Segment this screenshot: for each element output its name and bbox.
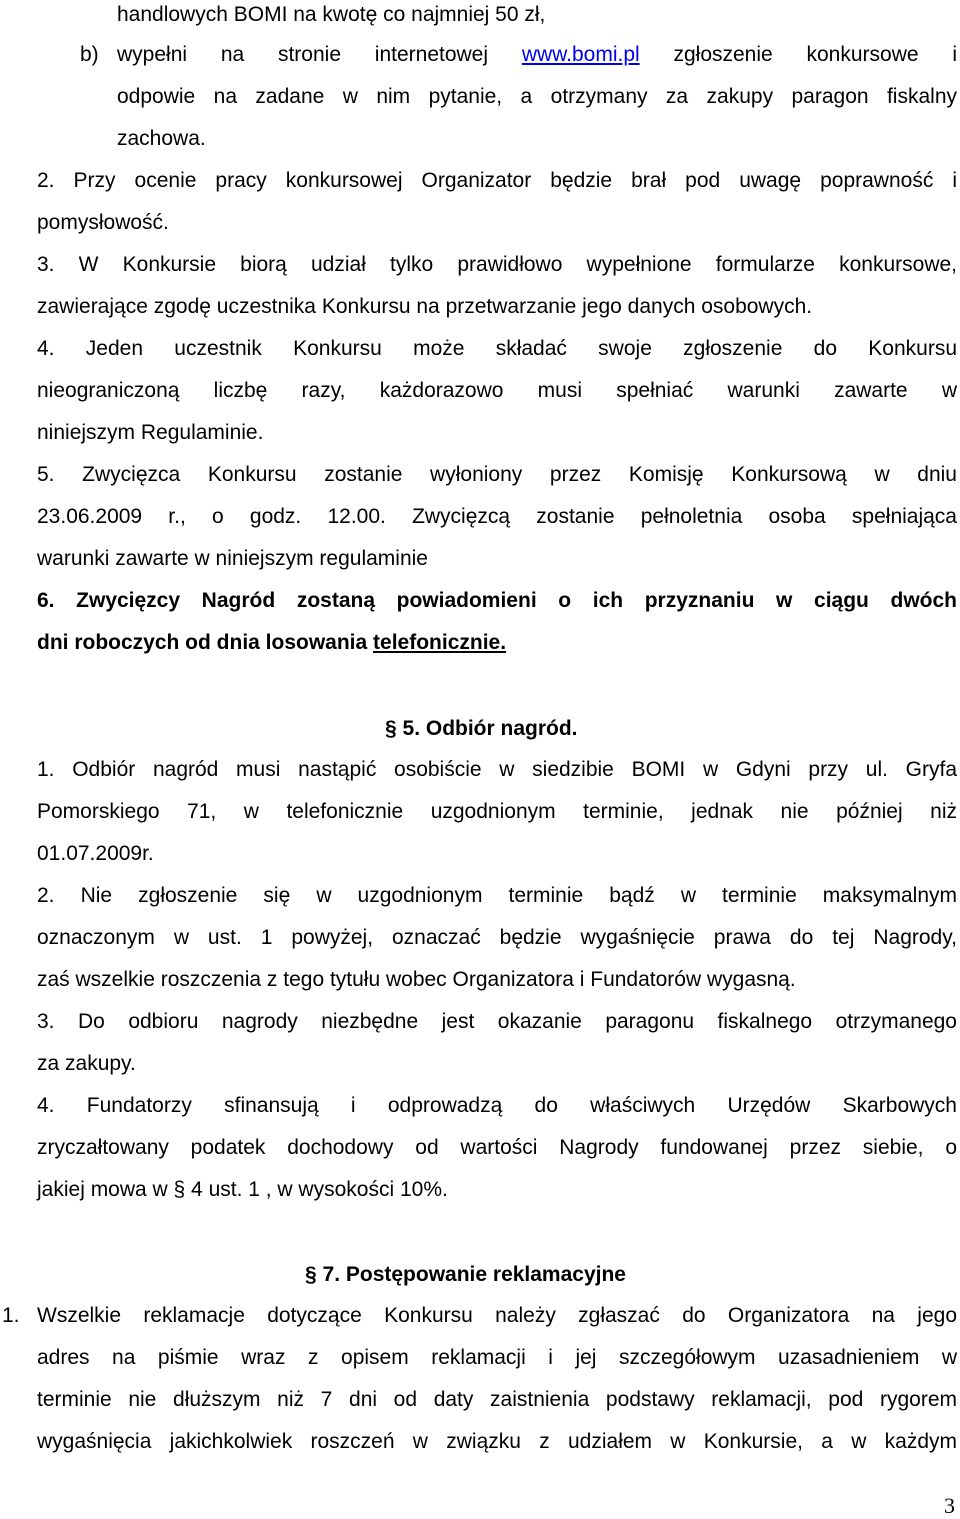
text-line: handlowych BOMI na kwotę co najmniej 50 zł, bbox=[117, 3, 546, 26]
text-line: zaś wszelkie roszczenia z tego tytułu wobec Organizatora i Fundatorów wygasną. bbox=[37, 968, 796, 991]
text-line: 4. Fundatorzy sfinansują i odprowadzą do właściwych Urzędów Skarbowych bbox=[37, 1094, 957, 1117]
list-marker: b) bbox=[80, 43, 99, 66]
text-line: 3. Do odbioru nagrody niezbędne jest okazanie paragonu fiskalnego otrzymanego bbox=[37, 1010, 957, 1033]
text-line: terminie nie dłuższym niż 7 dni od daty zaistnienia podstawy reklamacji, pod rygorem bbox=[37, 1388, 957, 1411]
bomi-website-link[interactable]: www.bomi.pl bbox=[521, 43, 640, 66]
page-number: 3 bbox=[944, 1493, 955, 1518]
text-fragment: dni roboczych od dnia losowania bbox=[37, 631, 374, 654]
text-line: wygaśnięcia jakichkolwiek roszczeń w związku z udziałem w Konkursie, a w każdym bbox=[37, 1430, 957, 1453]
text-line: 23.06.2009 r., o godz. 12.00. Zwycięzcą zostanie pełnoletnia osoba spełniająca bbox=[37, 505, 957, 528]
text-line: zachowa. bbox=[117, 127, 206, 150]
text-line: zryczałtowany podatek dochodowy od wartości Nagrody fundowanej przez siebie, o bbox=[37, 1136, 957, 1159]
text-line: nieograniczoną liczbę razy, każdorazowo musi spełniać warunki zawarte w bbox=[37, 379, 957, 402]
text-line: 3. W Konkursie biorą udział tylko prawidłowo wypełnione formularze konkursowe, bbox=[37, 253, 957, 276]
list-marker: 1. bbox=[2, 1304, 20, 1327]
text-line: pomysłowość. bbox=[37, 211, 169, 234]
text-line: warunki zawarte w niniejszym regulaminie bbox=[37, 547, 428, 570]
text-line: 2. Przy ocenie pracy konkursowej Organizator będzie brał pod uwagę poprawność i bbox=[37, 169, 957, 192]
text-line: Wszelkie reklamacje dotyczące Konkursu należy zgłaszać do Organizatora na jego bbox=[37, 1304, 957, 1327]
text-line: Pomorskiego 71, w telefonicznie uzgodnionym terminie, jednak nie później niż bbox=[37, 800, 957, 823]
text-fragment: wypełni na stronie internetowej bbox=[117, 43, 522, 66]
text-line: 2. Nie zgłoszenie się w uzgodnionym terminie bądź w terminie maksymalnym bbox=[37, 884, 957, 907]
text-line: 4. Jeden uczestnik Konkursu może składać swoje zgłoszenie do Konkursu bbox=[37, 337, 957, 360]
underlined-text: telefonicznie. bbox=[373, 631, 507, 654]
text-line bbox=[37, 630, 506, 656]
text-line: adres na piśmie wraz z opisem reklamacji i jej szczegółowym uzasadnieniem w bbox=[37, 1346, 957, 1369]
text-line bbox=[117, 42, 957, 68]
text-line: odpowie na zadane w nim pytanie, a otrzymany za zakupy paragon fiskalny bbox=[117, 85, 957, 108]
text-line: 5. Zwycięzca Konkursu zostanie wyłoniony przez Komisję Konkursową w dniu bbox=[37, 463, 957, 486]
text-line: 6. Zwycięzcy Nagród zostaną powiadomieni o ich przyznaniu w ciągu dwóch bbox=[37, 589, 957, 612]
text-line: za zakupy. bbox=[37, 1052, 136, 1075]
text-line: jakiej mowa w § 4 ust. 1 , w wysokości 10%. bbox=[37, 1178, 448, 1201]
text-line: 1. Odbiór nagród musi nastąpić osobiście w siedzibie BOMI w Gdyni przy ul. Gryfa bbox=[37, 758, 957, 781]
text-line: oznaczonym w ust. 1 powyżej, oznaczać będzie wygaśnięcie prawa do tej Nagrody, bbox=[37, 926, 957, 949]
section-heading: § 5. Odbiór nagród. bbox=[385, 717, 578, 740]
text-line: 01.07.2009r. bbox=[37, 842, 154, 865]
section-heading: § 7. Postępowanie reklamacyjne bbox=[305, 1263, 626, 1286]
text-fragment: zgłoszenie konkursowe i bbox=[639, 43, 957, 66]
text-line: niniejszym Regulaminie. bbox=[37, 421, 264, 444]
text-line: zawierające zgodę uczestnika Konkursu na przetwarzanie jego danych osobowych. bbox=[37, 295, 813, 318]
